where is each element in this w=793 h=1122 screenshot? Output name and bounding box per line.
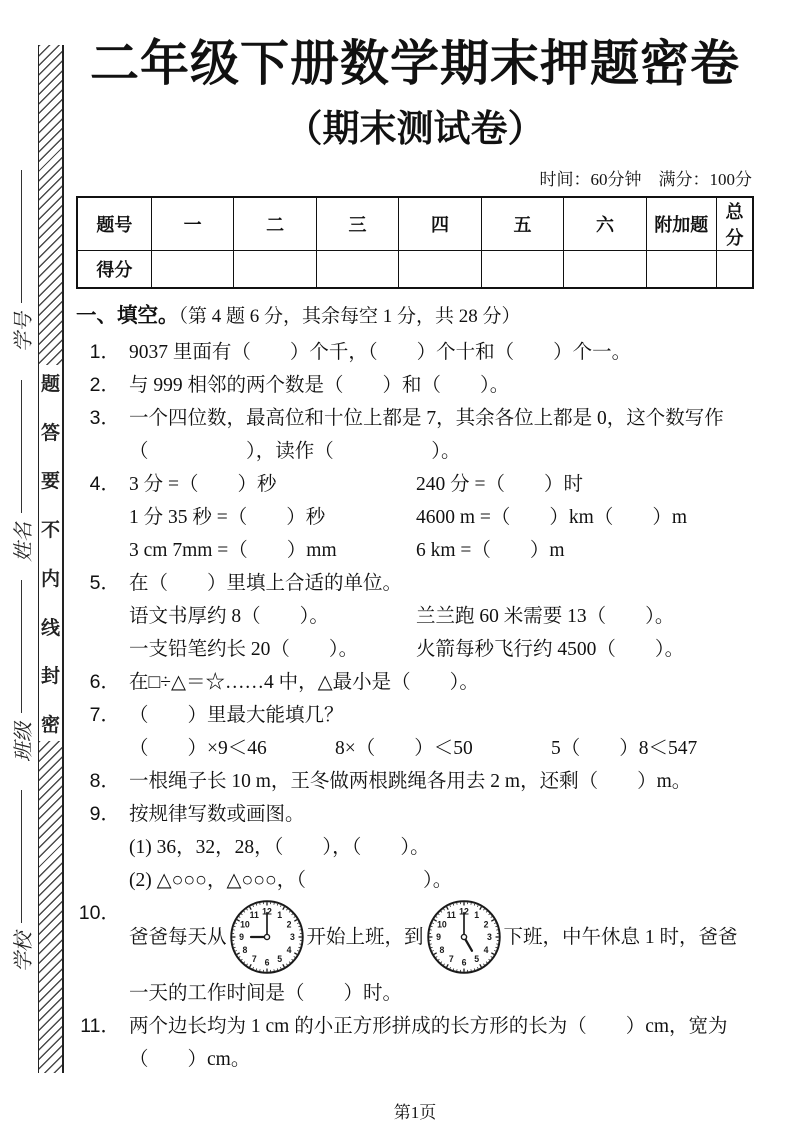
hatch-pattern-bottom <box>39 741 62 1073</box>
question-9 <box>76 798 754 897</box>
question-10-seg-1: 爸爸每天从 <box>129 926 227 948</box>
question-text <box>129 798 754 897</box>
section-one-title: 一、填空。 <box>76 304 179 328</box>
score-table-col-4: 四 <box>399 197 481 251</box>
time-score-info: 时间：60分钟 满分：100分 <box>539 170 752 190</box>
seal-char: 题 <box>40 374 60 395</box>
school-label: 学校 <box>12 932 35 972</box>
svg-text:4: 4 <box>483 945 489 956</box>
student-id-blank-line <box>20 170 22 303</box>
page-subtitle: （期末测试卷） <box>285 109 545 151</box>
conversion-row <box>129 468 754 501</box>
svg-text:3: 3 <box>486 932 492 943</box>
student-name-label: 姓名 <box>12 522 35 562</box>
question-number: 4． <box>89 473 120 496</box>
inequality-item: （ ）×9＜46 <box>129 738 267 760</box>
svg-text:10: 10 <box>436 919 447 930</box>
exam-content <box>76 36 754 1122</box>
svg-text:12: 12 <box>458 906 469 917</box>
score-cell <box>716 251 753 289</box>
question-number: 3． <box>89 407 120 430</box>
svg-text:2: 2 <box>483 919 489 930</box>
score-cell <box>481 251 563 289</box>
svg-text:3: 3 <box>289 932 295 943</box>
question-number: 1． <box>89 341 120 364</box>
question-6 <box>76 666 754 699</box>
unit-item: 一支铅笔约长 20（ ）。 <box>129 639 359 661</box>
clock-icon-start-time <box>229 899 305 975</box>
seal-line-strip <box>38 45 64 1073</box>
score-table-col-1: 一 <box>151 197 233 251</box>
student-id-label: 学号 <box>12 312 35 352</box>
question-10-line-2: 一天的工作时间是（ ）时。 <box>129 983 403 1005</box>
question-2 <box>76 369 754 402</box>
score-table-col-5: 五 <box>481 197 563 251</box>
svg-text:8: 8 <box>439 945 444 956</box>
question-number: 6． <box>89 671 120 694</box>
svg-text:5: 5 <box>473 954 479 965</box>
seal-char: 答 <box>40 422 60 444</box>
question-text <box>129 699 754 765</box>
svg-text:11: 11 <box>249 910 259 921</box>
question-text: 与 999 相邻的两个数是（ ）和（ ）。 <box>129 375 510 397</box>
section-one-note: （第 4 题 6 分，其余每空 1 分，共 28 分） <box>178 306 521 328</box>
seal-char: 线 <box>40 617 60 639</box>
question-9-sub-1: (1) 36，32，28，（ ），（ ）。 <box>129 837 430 859</box>
page-number: 第1页 <box>393 1103 437 1122</box>
conversion-item: 4600 m =（ ）km（ ）m <box>416 507 688 529</box>
question-text <box>129 468 754 567</box>
question-number: 10． <box>78 902 120 925</box>
question-number: 8． <box>89 770 120 793</box>
unit-row <box>129 633 754 666</box>
svg-text:1: 1 <box>276 910 282 921</box>
seal-line-text <box>39 365 62 741</box>
score-table-col-3: 三 <box>316 197 398 251</box>
question-text: 9037 里面有（ ）个千，（ ）个十和（ ）个一。 <box>129 342 632 364</box>
score-table-col-6: 六 <box>564 197 646 251</box>
question-text: 一根绳子长 10 m，王冬做两根跳绳各用去 2 m，还剩（ ）m。 <box>129 771 692 793</box>
question-11-line-1: 两个边长均为 1 cm 的小正方形拼成的长方形的长为（ ）cm，宽为 <box>129 1016 728 1038</box>
seal-char: 要 <box>40 471 60 493</box>
svg-text:12: 12 <box>261 906 272 917</box>
conversion-item: 1 分 35 秒 =（ ）秒 <box>129 507 326 529</box>
unit-item: 兰兰跑 60 米需要 13（ ）。 <box>416 606 675 628</box>
question-10 <box>76 897 754 1010</box>
student-name-blank-line <box>20 380 22 513</box>
school-blank-line <box>20 790 22 923</box>
inequality-row <box>129 732 754 765</box>
score-table-corner: 题号 <box>77 197 151 251</box>
question-11 <box>76 1010 754 1076</box>
svg-text:2: 2 <box>286 919 291 930</box>
question-1 <box>76 336 754 369</box>
class-blank-line <box>20 580 22 713</box>
question-10-seg-2: 开始上班，到 <box>306 926 424 948</box>
seal-char: 密 <box>40 714 60 736</box>
question-text <box>129 897 754 1010</box>
conversion-item: 240 分 =（ ）时 <box>416 474 583 496</box>
score-table-col-2: 二 <box>234 197 316 251</box>
section-one-heading <box>76 301 754 332</box>
conversion-item: 3 cm 7mm =（ ）mm <box>129 540 337 562</box>
svg-text:7: 7 <box>448 954 454 965</box>
score-cell <box>316 251 398 289</box>
hatch-pattern-top <box>39 45 62 365</box>
unit-item: 语文书厚约 8（ ）。 <box>129 606 329 628</box>
question-text <box>129 567 754 666</box>
svg-text:10: 10 <box>239 919 250 930</box>
svg-text:6: 6 <box>264 957 269 968</box>
question-3 <box>76 402 754 468</box>
svg-text:11: 11 <box>446 910 456 921</box>
unit-item: 火箭每秒飞行约 4500（ ）。 <box>416 639 685 661</box>
page-title: 二年级下册数学期末押题密卷 <box>89 36 740 91</box>
question-number: 9． <box>89 803 120 826</box>
class-field <box>8 580 34 762</box>
svg-text:8: 8 <box>242 945 247 956</box>
conversion-item: 6 km =（ ）m <box>416 540 565 562</box>
svg-text:6: 6 <box>461 957 466 968</box>
question-5-intro: 在（ ）里填上合适的单位。 <box>129 573 403 595</box>
question-number: 5． <box>89 572 120 595</box>
conversion-row <box>129 501 754 534</box>
inequality-item: 8×（ ）＜50 <box>335 738 473 760</box>
conversion-item: 3 分 =（ ）秒 <box>129 474 277 496</box>
class-label: 班级 <box>12 722 35 762</box>
question-number: 7． <box>89 704 120 727</box>
question-text <box>129 1010 754 1076</box>
question-4 <box>76 468 754 567</box>
question-text: 在□÷△＝☆……4 中，△最小是（ ）。 <box>129 672 479 694</box>
question-5 <box>76 567 754 666</box>
unit-row <box>129 600 754 633</box>
question-10-line-1 <box>129 897 754 977</box>
seal-char: 不 <box>40 520 60 542</box>
svg-text:5: 5 <box>276 954 282 965</box>
svg-text:4: 4 <box>286 945 291 956</box>
question-list <box>76 336 754 1076</box>
score-table-col-extra: 附加题 <box>646 197 716 251</box>
score-table-col-total: 总分 <box>716 197 753 251</box>
score-cell <box>399 251 481 289</box>
svg-text:1: 1 <box>473 910 479 921</box>
student-id-field <box>8 170 34 352</box>
question-7-intro: （ ）里最大能填几？ <box>129 705 344 727</box>
svg-text:9: 9 <box>238 932 244 943</box>
svg-text:7: 7 <box>251 954 257 965</box>
question-3-line-1: 一个四位数，最高位和十位上都是 7，其余各位上都是 0，这个数写作 <box>129 408 724 430</box>
student-name-field <box>8 380 34 562</box>
question-number: 11． <box>80 1015 120 1038</box>
svg-text:9: 9 <box>435 932 441 943</box>
school-field <box>8 790 34 972</box>
question-9-intro: 按规律写数或画图。 <box>129 804 305 826</box>
question-number: 2． <box>89 374 120 397</box>
question-text <box>129 402 754 468</box>
seal-char: 封 <box>40 666 60 688</box>
score-table-score-row <box>77 251 753 289</box>
score-cell <box>564 251 646 289</box>
inequality-item: 5（ ）8＜547 <box>551 738 698 760</box>
question-10-seg-3: 下班，中午休息 1 时，爸爸 <box>503 926 738 948</box>
question-11-line-2: （ ）cm。 <box>129 1049 251 1071</box>
score-table <box>76 196 754 289</box>
question-7 <box>76 699 754 765</box>
score-cell <box>151 251 233 289</box>
score-cell <box>646 251 716 289</box>
score-row-label: 得分 <box>77 251 151 289</box>
seal-char: 内 <box>40 568 60 590</box>
question-8 <box>76 765 754 798</box>
question-9-sub-2: (2) △○○○，△○○○，（ ）。 <box>129 870 453 892</box>
conversion-row <box>129 534 754 567</box>
question-3-line-2: （ ），读作（ ）。 <box>129 441 461 463</box>
score-table-header-row <box>77 197 753 251</box>
clock-icon-end-time <box>426 899 502 975</box>
score-cell <box>234 251 316 289</box>
